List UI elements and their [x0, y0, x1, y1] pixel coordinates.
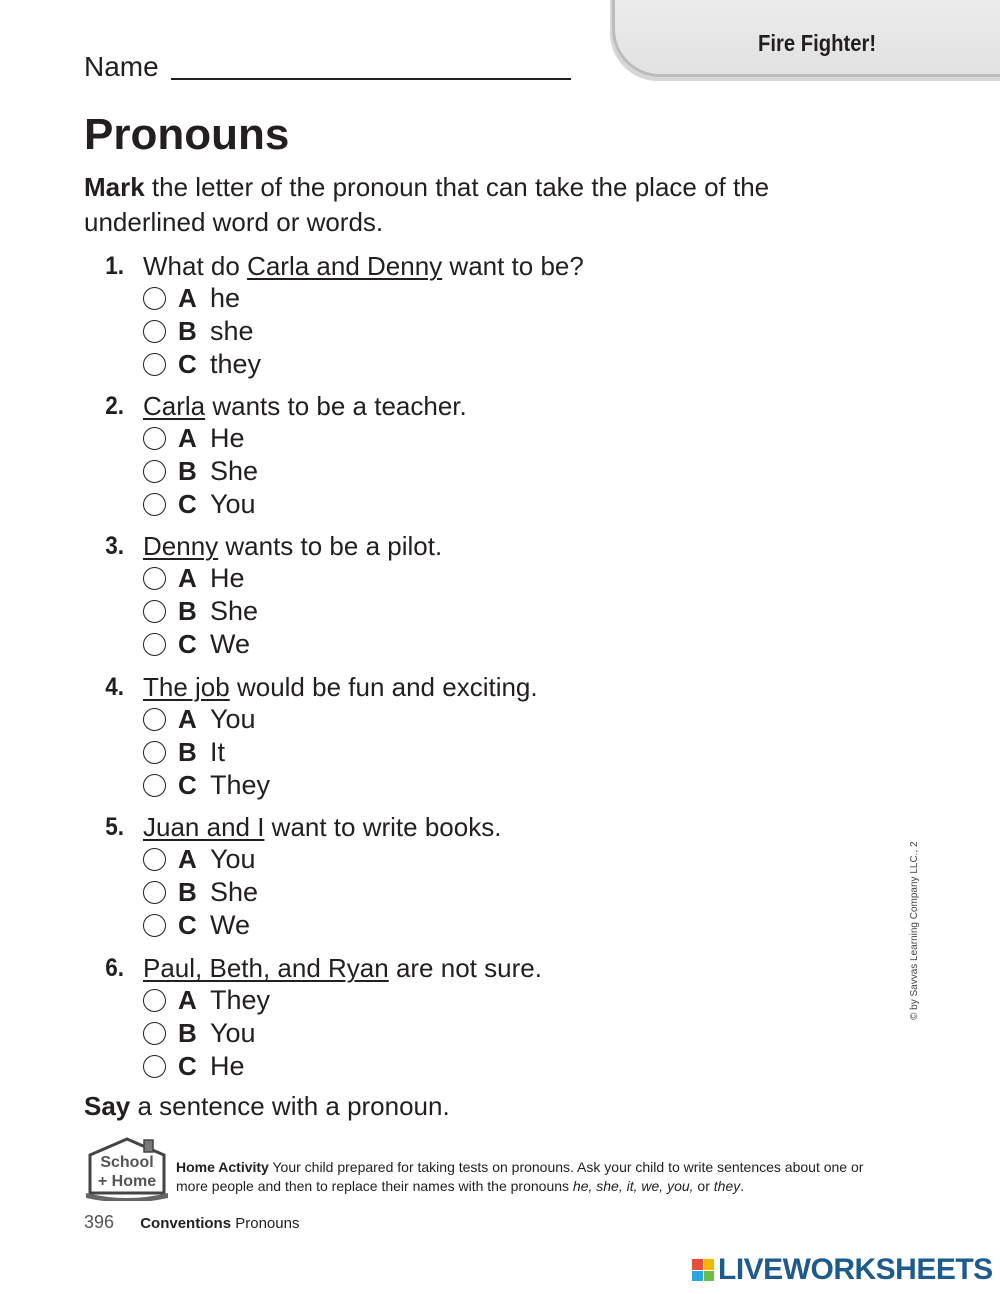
question-text-after: want to write books.: [264, 812, 502, 842]
answer-bubble[interactable]: [143, 881, 166, 904]
choice-pronoun: You: [210, 703, 256, 734]
answer-bubble[interactable]: [143, 600, 166, 623]
answer-bubble[interactable]: [143, 493, 166, 516]
choice-pronoun: She: [210, 595, 259, 626]
answer-bubble[interactable]: [143, 708, 166, 731]
home-activity-pronouns: he, she, it, we, you,: [572, 1178, 694, 1194]
page-title: Pronouns: [84, 110, 290, 159]
choice-letter: A: [178, 984, 197, 1015]
answer-choice-a[interactable]: [143, 984, 270, 1016]
question-text-after: wants to be a teacher.: [205, 391, 467, 421]
answer-bubble[interactable]: [143, 774, 166, 797]
question-text: [143, 811, 501, 843]
answer-bubble[interactable]: [143, 633, 166, 656]
question-text-after: would be fun and exciting.: [229, 672, 538, 702]
question-number: 1.: [105, 252, 124, 280]
choice-letter: A: [178, 422, 197, 453]
answer-bubble[interactable]: [143, 741, 166, 764]
answer-bubble[interactable]: [143, 914, 166, 937]
choice-letter: B: [178, 736, 197, 767]
home-activity-text: Your child prepared for taking tests on pronouns. Ask your child to write sentences about one or more people and then to replace their names with the pronouns: [176, 1159, 864, 1194]
underlined-words: Carla: [143, 391, 206, 421]
answer-bubble[interactable]: [143, 353, 166, 376]
question-text: [143, 530, 442, 562]
icon-square-1: [692, 1259, 703, 1270]
choice-pronoun: They: [210, 769, 271, 800]
say-verb: Say: [84, 1091, 131, 1121]
underlined-words: Carla and Denny: [247, 251, 443, 281]
choice-letter: A: [178, 282, 197, 313]
choice-pronoun: She: [210, 455, 259, 486]
answer-choice-b[interactable]: [143, 1017, 256, 1049]
choice-pronoun: they: [210, 348, 262, 379]
answer-choice-c[interactable]: [143, 628, 250, 660]
choice-letter: B: [178, 315, 197, 346]
question-number: 6.: [105, 954, 124, 982]
choice-pronoun: She: [210, 876, 259, 907]
question-text: [143, 671, 538, 703]
underlined-words: The job: [143, 672, 230, 702]
question-number: 3.: [105, 532, 124, 560]
logo-line1: School: [100, 1154, 154, 1171]
home-activity-label: Home Activity: [176, 1159, 269, 1175]
choice-pronoun: she: [210, 315, 254, 346]
name-input-line[interactable]: [171, 78, 571, 80]
answer-bubble[interactable]: [143, 989, 166, 1012]
choice-pronoun: They: [210, 984, 271, 1015]
home-activity-last: they: [713, 1178, 741, 1194]
answer-choice-b[interactable]: [143, 876, 258, 908]
choice-letter: B: [178, 595, 197, 626]
answer-choice-b[interactable]: [143, 595, 258, 627]
answer-choice-b[interactable]: [143, 736, 225, 768]
choice-letter: A: [178, 843, 197, 874]
choice-pronoun: We: [210, 628, 251, 659]
story-title: Fire Fighter!: [758, 30, 877, 56]
question-text-after: want to be?: [442, 251, 584, 281]
question-text: [143, 390, 467, 422]
question-number: 2.: [105, 392, 124, 420]
choice-letter: B: [178, 1017, 197, 1048]
directions-verb: Mark: [84, 172, 145, 202]
name-label: Name: [84, 51, 159, 82]
footer-section: Conventions: [140, 1215, 232, 1232]
answer-bubble[interactable]: [143, 567, 166, 590]
choice-letter: C: [178, 348, 197, 379]
say-prompt: [84, 1090, 450, 1122]
choice-pronoun: He: [210, 422, 245, 453]
answer-bubble[interactable]: [143, 287, 166, 310]
choice-letter: C: [178, 909, 197, 940]
choice-pronoun: It: [210, 736, 226, 767]
liveworksheets-logo-text: LIVEWORKSHEETS: [718, 1253, 993, 1286]
directions: [84, 170, 844, 240]
answer-bubble[interactable]: [143, 320, 166, 343]
question-text-before: What do: [143, 251, 248, 281]
answer-bubble[interactable]: [143, 460, 166, 483]
answer-bubble[interactable]: [143, 1022, 166, 1045]
answer-choice-a[interactable]: [143, 703, 256, 735]
underlined-words: Paul, Beth, and Ryan: [143, 953, 389, 983]
choice-pronoun: We: [210, 909, 251, 940]
choice-letter: B: [178, 455, 197, 486]
answer-bubble[interactable]: [143, 1055, 166, 1078]
home-activity-end: .: [740, 1178, 745, 1194]
answer-choice-a[interactable]: [143, 422, 245, 454]
choice-pronoun: You: [210, 1017, 256, 1048]
copyright-notice: © by Savvas Learning Company LLC., 2: [909, 841, 920, 1020]
icon-square-3: [692, 1271, 703, 1282]
liveworksheets-brand[interactable]: [692, 1254, 993, 1286]
school-home-logo: [84, 1135, 170, 1201]
icon-square-2: [704, 1259, 715, 1270]
home-activity-or: or: [693, 1178, 714, 1194]
choice-letter: C: [178, 628, 197, 659]
question-text: [143, 250, 584, 282]
choice-letter: C: [178, 769, 197, 800]
question-number: 4.: [105, 673, 124, 701]
answer-choice-b[interactable]: [143, 315, 254, 347]
answer-choice-c[interactable]: [143, 909, 250, 941]
choice-pronoun: You: [210, 488, 256, 519]
question-text-after: wants to be a pilot.: [218, 531, 443, 561]
choice-pronoun: He: [210, 1050, 245, 1081]
choice-pronoun: He: [210, 562, 245, 593]
answer-choice-a[interactable]: [143, 282, 240, 314]
answer-choice-c[interactable]: [143, 1050, 245, 1082]
answer-choice-b[interactable]: [143, 455, 258, 487]
name-row: [84, 50, 571, 84]
answer-choice-c[interactable]: [143, 488, 256, 520]
question-number: 5.: [105, 813, 124, 841]
answer-choice-a[interactable]: [143, 562, 245, 594]
answer-choice-c[interactable]: [143, 769, 270, 801]
say-text: a sentence with a pronoun.: [130, 1091, 450, 1121]
page-number: 396: [84, 1212, 115, 1232]
choice-letter: A: [178, 562, 197, 593]
choice-pronoun: he: [210, 282, 241, 313]
icon-square-4: [704, 1271, 715, 1282]
logo-line2: + Home: [97, 1173, 157, 1190]
underlined-words: Juan and I: [143, 812, 265, 842]
choice-letter: B: [178, 876, 197, 907]
liveworksheets-icon: [692, 1259, 714, 1281]
choice-letter: C: [178, 1050, 197, 1081]
choice-letter: A: [178, 703, 197, 734]
footer-topic: Pronouns: [235, 1215, 300, 1232]
underlined-words: Denny: [143, 531, 219, 561]
page-footer: [84, 1212, 299, 1233]
answer-choice-c[interactable]: [143, 348, 261, 380]
choice-pronoun: You: [210, 843, 256, 874]
question-text-after: are not sure.: [388, 953, 542, 983]
answer-bubble[interactable]: [143, 427, 166, 450]
home-activity: [176, 1158, 876, 1196]
question-text: [143, 952, 542, 984]
directions-text: the letter of the pronoun that can take the place of the underlined word or words.: [84, 172, 770, 237]
answer-bubble[interactable]: [143, 848, 166, 871]
answer-choice-a[interactable]: [143, 843, 256, 875]
choice-letter: C: [178, 488, 197, 519]
